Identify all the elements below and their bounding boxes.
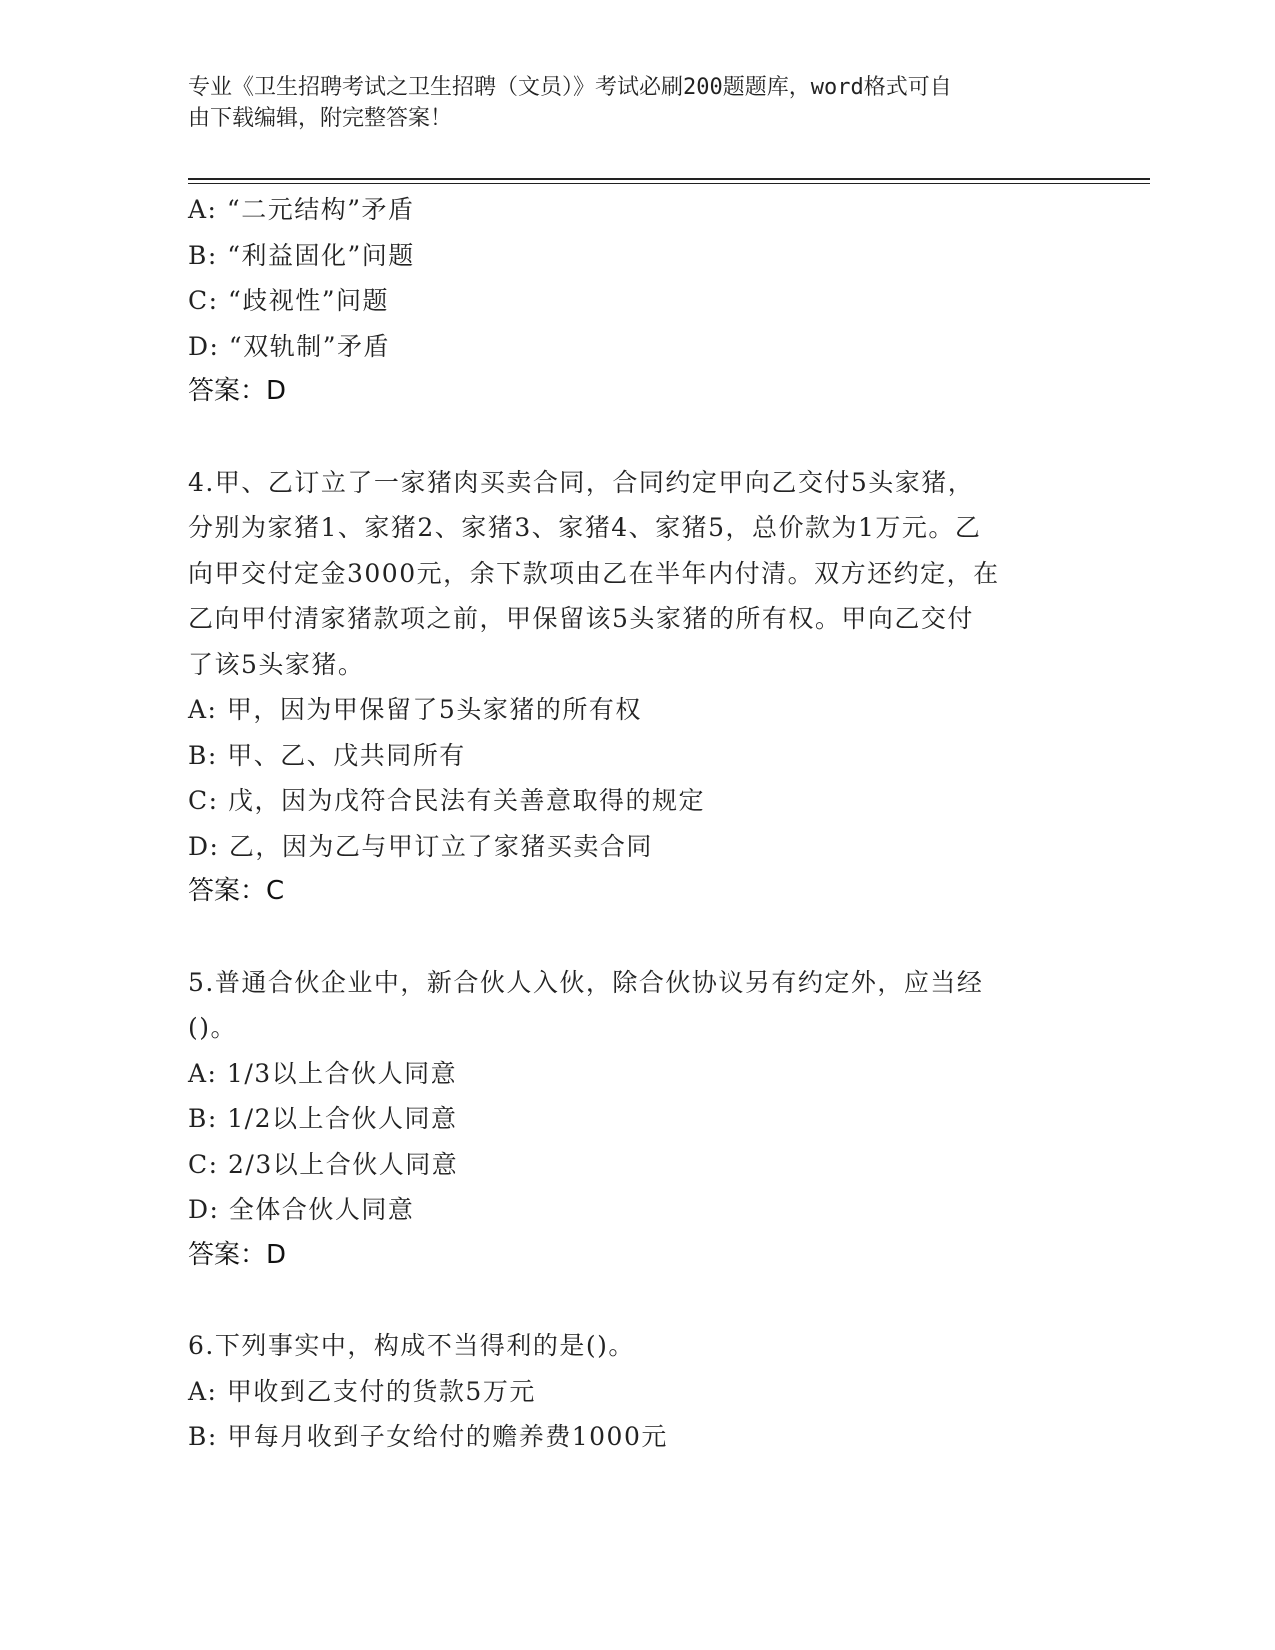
option-d: D: “双轨制”矛盾 bbox=[188, 331, 390, 361]
spacer bbox=[188, 915, 1088, 960]
option-a: A: 甲，因为甲保留了5头家猪的所有权 bbox=[188, 695, 642, 724]
option-a: A: 1/3以上合伙人同意 bbox=[188, 1058, 458, 1088]
option-c: C: 戊，因为戊符合民法有关善意取得的规定 bbox=[188, 786, 705, 815]
question-text-line: 分别为家猪1、家猪2、家猪3、家猪4、家猪5，总价款为1万元。乙 bbox=[188, 513, 982, 542]
spacer bbox=[188, 415, 1088, 460]
header-divider bbox=[188, 178, 1150, 184]
question-5-block bbox=[188, 960, 1088, 1279]
option-b: B: 1/2以上合伙人同意 bbox=[188, 1104, 458, 1133]
option-d: D: 乙，因为乙与甲订立了家猪买卖合同 bbox=[188, 831, 653, 861]
option-b: B: 甲每月收到子女给付的赡养费1000元 bbox=[188, 1422, 668, 1451]
option-a: A: 甲收到乙支付的货款5万元 bbox=[188, 1376, 536, 1406]
answer-line: 答案：C bbox=[188, 876, 285, 906]
spacer bbox=[188, 1278, 1088, 1323]
question-text-line: 乙向甲付清家猪款项之前，甲保留该5头家猪的所有权。甲向乙交付 bbox=[188, 604, 974, 633]
question-text-line: 5.普通合伙企业中，新合伙人入伙，除合伙协议另有约定外，应当经 bbox=[188, 967, 984, 997]
option-b: B: 甲、乙、戊共同所有 bbox=[188, 740, 466, 770]
answer-line: 答案：D bbox=[188, 1239, 287, 1270]
document-header bbox=[188, 72, 1068, 134]
option-c: C: “歧视性”问题 bbox=[188, 286, 390, 315]
question-4-block bbox=[188, 460, 1088, 915]
option-a: A: “二元结构”矛盾 bbox=[188, 195, 415, 224]
answer-line: 答案：D bbox=[188, 376, 287, 406]
question-text-line: ()。 bbox=[188, 1013, 238, 1042]
question-text-line: 向甲交付定金3000元，余下款项由乙在半年内付清。双方还约定，在 bbox=[188, 558, 1000, 588]
option-d: D: 全体合伙人同意 bbox=[188, 1195, 415, 1224]
option-c: C: 2/3以上合伙人同意 bbox=[188, 1149, 459, 1179]
header-line-1: 专业《卫生招聘考试之卫生招聘（文员）》考试必刷200题题库，word格式可自 bbox=[188, 75, 952, 100]
question-6-block bbox=[188, 1323, 1088, 1460]
previous-question-block bbox=[188, 187, 1088, 415]
question-text-line: 4.甲、乙订立了一家猪肉买卖合同，合同约定甲向乙交付5头家猪， bbox=[188, 467, 975, 497]
question-content bbox=[188, 187, 1088, 1460]
header-line-2: 由下载编辑，附完整答案！ bbox=[188, 106, 453, 131]
question-text-line: 6.下列事实中，构成不当得利的是()。 bbox=[188, 1331, 635, 1360]
question-text-line: 了该5头家猪。 bbox=[188, 649, 365, 679]
option-b: B: “利益固化”问题 bbox=[188, 240, 415, 270]
